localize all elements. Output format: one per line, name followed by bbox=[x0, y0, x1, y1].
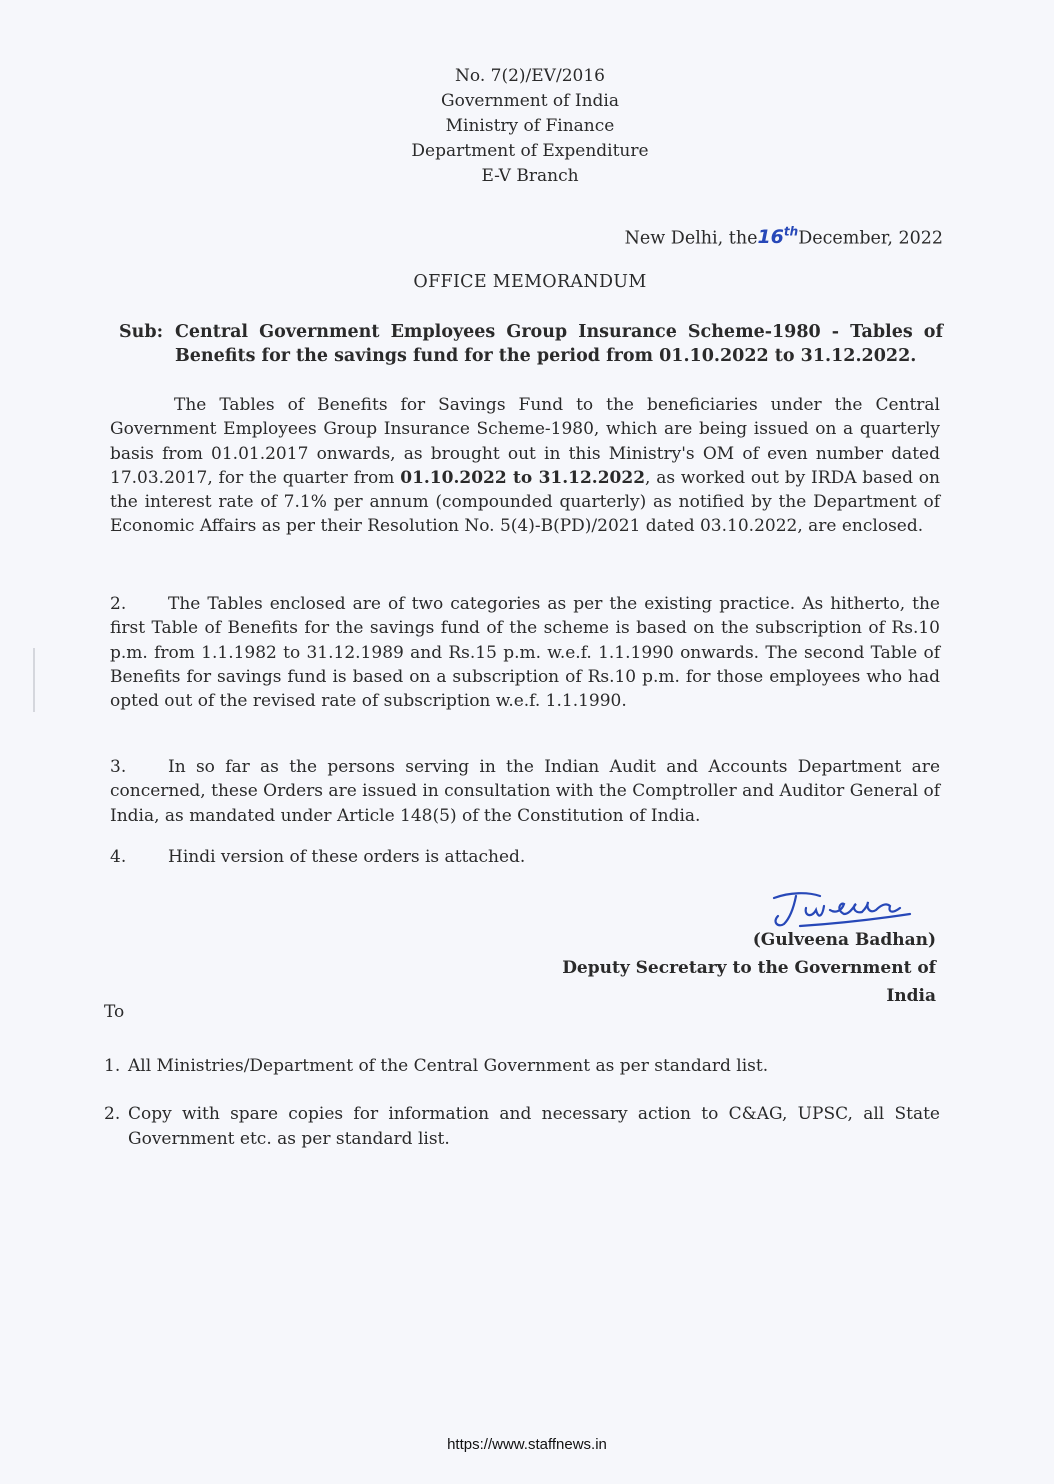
paragraph-4: 4. Hindi version of these orders is attached. bbox=[110, 847, 526, 867]
department-name: Department of Expenditure bbox=[411, 141, 649, 161]
government-name: Government of India bbox=[441, 91, 619, 111]
paragraph-3: 3. In so far as the persons serving in the Indian Audit and Accounts Department are concerned, these Orders are issued in consultation with the Comptroller and Auditor General of India, as mandated under Article 148(5) of the Constitution of India. bbox=[110, 757, 940, 826]
paragraph-number: 4. bbox=[110, 847, 127, 867]
subject-block bbox=[119, 320, 943, 368]
quarter-period: 01.10.2022 to 31.12.2022 bbox=[400, 467, 646, 488]
signatory-block bbox=[510, 926, 936, 1010]
handwritten-day: 16th bbox=[757, 225, 799, 249]
distribution-item: 2. Copy with spare copies for information and necessary action to C&AG, UPSC, all State Government etc. as per standard list. bbox=[104, 1104, 940, 1149]
paragraph-number: 2. bbox=[110, 594, 127, 614]
issue-date bbox=[560, 225, 943, 248]
date-month-year: December, 2022 bbox=[798, 228, 943, 249]
signatory-designation: Deputy Secretary to the Government of India bbox=[562, 958, 936, 1006]
subject-text: Central Government Employees Group Insurance Scheme-1980 - Tables of Benefits for the savings fund for the period from 01.10.2022 to 31.12.2022. bbox=[175, 322, 943, 366]
handwritten-signature bbox=[760, 888, 920, 928]
date-prefix: New Delhi, the bbox=[624, 228, 758, 249]
footer-url[interactable]: https://www.staffnews.in bbox=[447, 1436, 607, 1453]
letterhead bbox=[330, 64, 730, 189]
paragraph-number: 3. bbox=[110, 757, 127, 777]
file-number: No. 7(2)/EV/2016 bbox=[455, 66, 605, 86]
paragraph-1: The Tables of Benefits for Savings Fund to the beneficiaries under the Central Government Employees Group Insurance Scheme-1980, which are being issued on a quarterly basis from 01.01.2017 onwards, as brought out in this Ministry's OM of even number dated 17.03.2017, for the quarter from 01.10.2022 to 31.12.2022, as worked out by IRDA based on the interest rate of 7.1% per annum (compounded quarterly) as notified by the Department of Economic Affairs as per their Resolution No. 5(4)-B(PD)/2021 dated 03.10.2022, are enclosed. bbox=[110, 395, 940, 537]
scan-edge-mark bbox=[33, 648, 35, 712]
memo-title: OFFICE MEMORANDUM bbox=[413, 272, 647, 292]
paragraph-2: 2. The Tables enclosed are of two categories as per the existing practice. As hitherto, the first Table of Benefits for the savings fund of the scheme is based on the subscription of Rs.10 p.m. from 1.1.1982 to 31.12.1989 and Rs.15 p.m. w.e.f. 1.1.1990 onwards. The second Table of Benefits for savings fund is based on a subscription of Rs.10 p.m. for those employees who had opted out of the revised rate of subscription w.e.f. 1.1.1990. bbox=[110, 594, 940, 712]
signatory-name: (Gulveena Badhan) bbox=[752, 930, 936, 950]
subject-label: Sub: bbox=[119, 322, 164, 342]
distribution-item: 1. All Ministries/Department of the Central Government as per standard list. bbox=[104, 1056, 769, 1076]
to-label: To bbox=[104, 1002, 125, 1022]
ministry-name: Ministry of Finance bbox=[445, 116, 615, 136]
signature-stroke bbox=[774, 893, 910, 926]
branch-name: E-V Branch bbox=[481, 166, 579, 186]
